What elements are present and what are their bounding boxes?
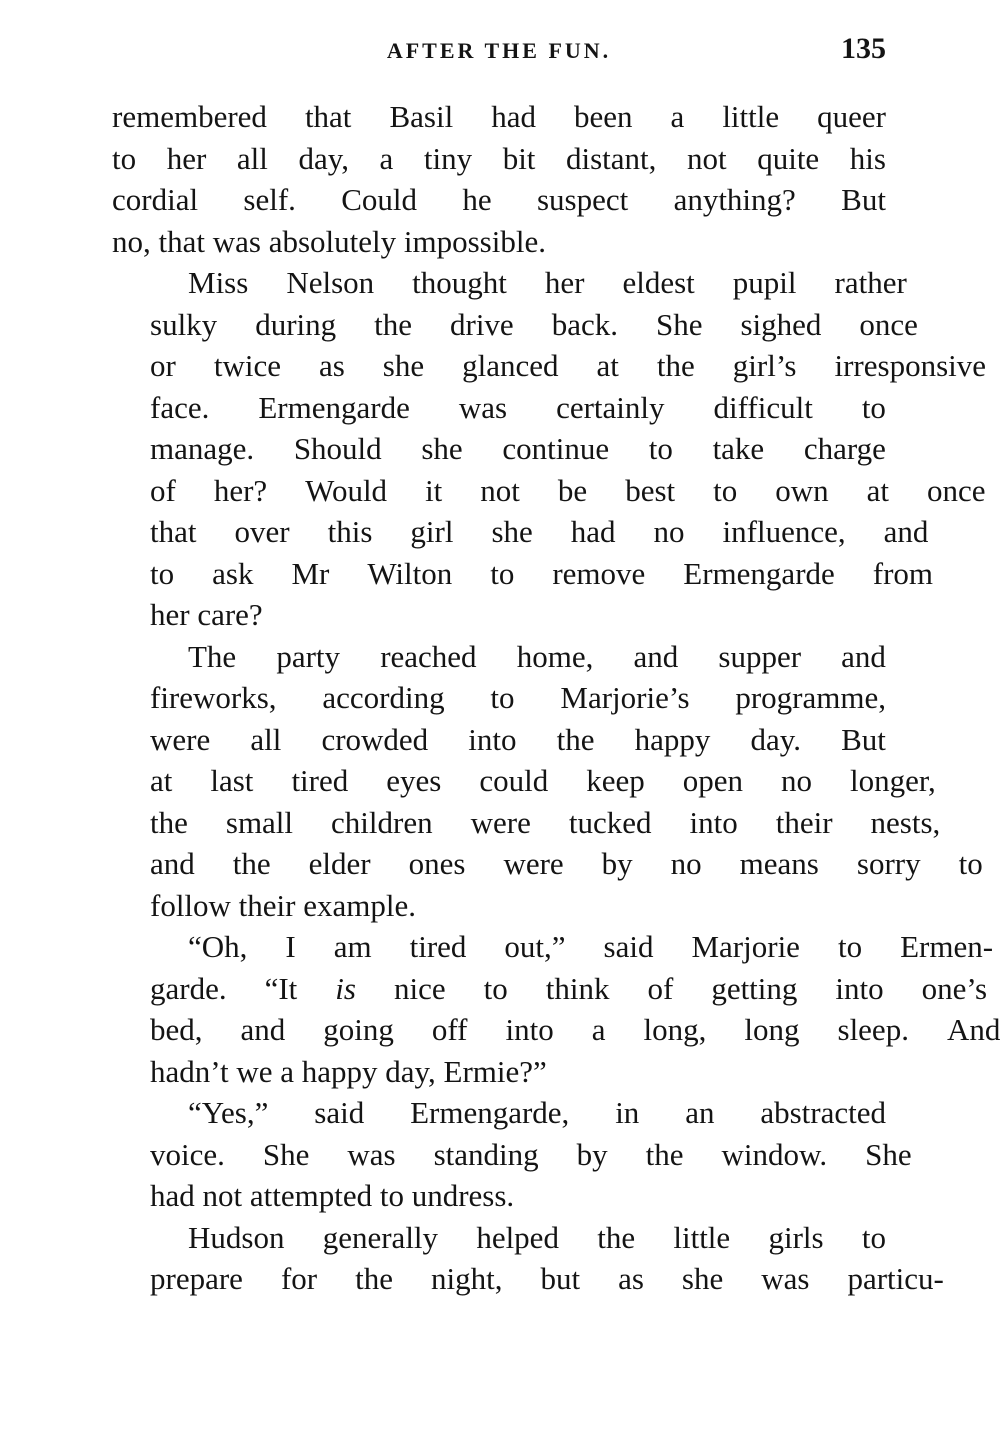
text-line: and the elder ones were by no means sorry to xyxy=(150,846,983,881)
text-line: to ask Mr Wilton to remove Ermengarde from xyxy=(150,555,934,591)
text-line: fireworks, according to Marjorie’s programme, xyxy=(150,680,886,715)
text-line: her care? xyxy=(150,597,263,632)
text-line: Miss Nelson thought her eldest pupil rather xyxy=(188,265,907,300)
page-header xyxy=(112,30,886,70)
text-line: The party reached home, and supper and xyxy=(188,638,886,674)
text-line: were all crowded into the happy day. But xyxy=(150,721,886,757)
paragraph xyxy=(112,1217,944,1300)
text-line: sulky during the drive back. She sighed once xyxy=(150,306,918,342)
paragraph xyxy=(112,636,983,927)
page-number: 135 xyxy=(841,32,886,65)
emphasis: is xyxy=(335,970,356,1006)
paragraph xyxy=(112,96,886,262)
text-line: “Oh, I am tired out,” said Marjorie to Ermen- xyxy=(188,929,994,964)
text-line: remembered that Basil had been a little queer xyxy=(112,99,886,134)
text-line: at last tired eyes could keep open no longer, xyxy=(150,763,936,798)
text-line: to her all day, a tiny bit distant, not quite his xyxy=(112,140,886,176)
text-line: that over this girl she had no influence, and xyxy=(150,514,929,549)
text-line: bed, and going off into a long, long sleep. And xyxy=(150,1012,1000,1047)
text-line: had not attempted to undress. xyxy=(150,1178,515,1213)
text-line: face. Ermengarde was certainly difficult to xyxy=(150,389,886,425)
paragraph xyxy=(112,262,987,636)
text-line: “Yes,” said Ermengarde, in an abstracted xyxy=(188,1095,886,1130)
text-line: voice. She was standing by the window. She xyxy=(150,1136,912,1172)
running-title: AFTER THE FUN. xyxy=(386,38,612,63)
text-line: of her? Would it not be best to own at once xyxy=(150,472,986,508)
text-line: cordial self. Could he suspect anything? But xyxy=(112,182,886,217)
text-line: Hudson generally helped the little girls to xyxy=(188,1219,886,1255)
text-line: garde. “It is nice to think of getting into one’s xyxy=(150,970,988,1006)
text-line: hadn’t we a happy day, Ermie?” xyxy=(150,1053,547,1089)
paragraph xyxy=(112,1092,912,1217)
body-text xyxy=(112,96,1000,1300)
text-line: manage. Should she continue to take charge xyxy=(150,431,886,466)
text-line: or twice as she glanced at the girl’s irresponsive xyxy=(150,348,987,383)
text-line: the small children were tucked into their nests, xyxy=(150,804,941,840)
text-line: follow their example. xyxy=(150,887,416,923)
text-line: no, that was absolutely impossible. xyxy=(112,223,546,259)
text-line: prepare for the night, but as she was particu- xyxy=(150,1261,944,1296)
paragraph xyxy=(112,926,1000,1092)
